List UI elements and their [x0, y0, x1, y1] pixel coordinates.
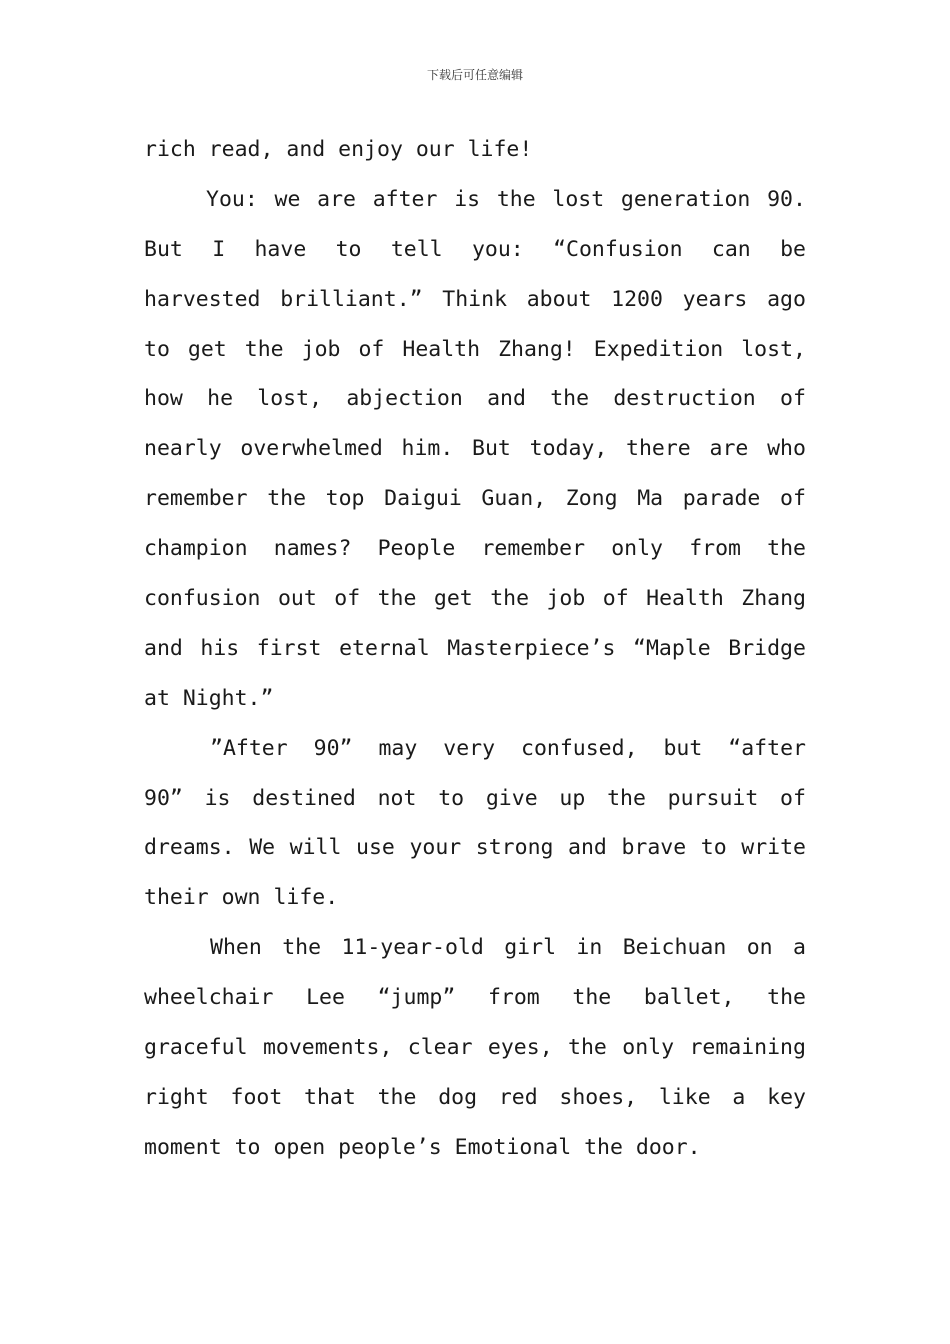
word: Bridge: [728, 635, 806, 661]
word: use: [356, 835, 395, 861]
word: years: [682, 286, 748, 312]
word: from: [689, 536, 741, 562]
paragraph: [144, 175, 806, 724]
paragraph: [144, 724, 806, 924]
word: give: [485, 785, 538, 811]
word: write: [741, 835, 806, 861]
word: But: [144, 236, 183, 262]
word: the: [244, 336, 284, 362]
word: the: [572, 985, 612, 1011]
word: lost,: [257, 386, 323, 412]
word: right: [144, 1084, 209, 1110]
word: eyes,: [487, 1035, 553, 1061]
word: the: [767, 985, 806, 1011]
word: dog: [438, 1084, 478, 1110]
word: girl: [504, 935, 557, 961]
word: pursuit: [667, 785, 759, 811]
word: lost,: [741, 336, 806, 362]
word: graceful: [144, 1035, 248, 1061]
text-line: [144, 225, 806, 275]
word: Lee: [306, 985, 345, 1011]
text-line: [144, 175, 806, 225]
word: the: [490, 586, 530, 612]
word: Expedition: [593, 336, 724, 362]
word: Zong: [565, 486, 618, 512]
word: overwhelmed: [240, 436, 383, 462]
word: he: [207, 386, 234, 412]
paragraph: [144, 923, 806, 1172]
text-line: [144, 474, 806, 524]
word: we: [274, 186, 301, 212]
word: Think: [442, 286, 508, 312]
word: and: [568, 835, 607, 861]
word: a: [792, 935, 806, 961]
word: destined: [252, 785, 356, 811]
word: job: [546, 586, 586, 612]
text-line: [144, 973, 806, 1023]
word: about: [526, 286, 592, 312]
word: generation: [620, 186, 751, 212]
word: are: [709, 436, 749, 462]
word: there: [626, 436, 691, 462]
word: parade: [682, 486, 761, 512]
word: him.: [401, 436, 454, 462]
word: you:: [471, 236, 524, 262]
word: of: [780, 386, 806, 412]
word: the: [550, 386, 590, 412]
word: foot: [230, 1084, 283, 1110]
word: the: [282, 935, 322, 961]
word: of: [780, 785, 806, 811]
text-line: [144, 823, 806, 873]
word: Health: [646, 586, 724, 612]
word: not: [377, 785, 417, 811]
word: tell: [390, 236, 443, 262]
word: Masterpiece’s: [447, 635, 616, 661]
word: your: [409, 835, 462, 861]
word: confused,: [521, 735, 638, 761]
word: up: [559, 785, 586, 811]
word: can: [711, 236, 751, 262]
document-body: [144, 125, 806, 1173]
word: to: [144, 336, 170, 362]
text-line: rich read, and enjoy our life!: [144, 137, 533, 162]
text-line: [144, 1023, 806, 1073]
word: get: [433, 586, 473, 612]
word: job: [301, 336, 341, 362]
word: 11-year-old: [341, 935, 484, 961]
word: the: [767, 536, 806, 562]
text-line: [144, 325, 806, 375]
word: Health: [402, 336, 481, 362]
word: may: [378, 735, 418, 761]
word: is: [454, 186, 481, 212]
word: champion: [144, 536, 248, 562]
word: have: [254, 236, 307, 262]
word: in: [576, 935, 603, 961]
word: “Confusion: [553, 236, 683, 262]
text-line: [144, 524, 806, 574]
text-line: [144, 374, 806, 424]
word: only: [622, 1035, 675, 1061]
word: out: [277, 586, 317, 612]
word: 90”: [144, 785, 183, 811]
word: “Maple: [633, 635, 711, 661]
word: We: [249, 835, 276, 861]
word: key: [767, 1084, 806, 1110]
word: clear: [407, 1035, 473, 1061]
word: the: [568, 1035, 607, 1061]
word: You:: [206, 186, 258, 212]
word: But: [472, 436, 511, 462]
word: destruction: [613, 386, 756, 412]
page-header: 下载后可任意编辑: [426, 68, 523, 82]
word: brilliant.”: [280, 286, 423, 312]
word: is: [204, 785, 231, 811]
word: of: [334, 586, 361, 612]
word: to: [335, 236, 362, 262]
word: 1200: [611, 286, 663, 312]
word: abjection: [346, 386, 463, 412]
text-line: at Night.”: [144, 685, 274, 711]
word: red: [498, 1084, 538, 1110]
word: the: [607, 785, 646, 811]
word: to: [438, 785, 465, 811]
word: how: [144, 386, 183, 412]
word: of: [602, 586, 629, 612]
word: harvested: [144, 286, 261, 312]
word: a: [732, 1084, 746, 1110]
text-line: [144, 574, 806, 624]
word: of: [780, 486, 806, 512]
word: today,: [529, 436, 608, 462]
word: “jump”: [377, 985, 456, 1011]
word: who: [767, 436, 806, 462]
paragraph: [144, 125, 806, 175]
word: shoes,: [559, 1084, 638, 1110]
word: strong: [475, 835, 554, 861]
word: I: [212, 236, 226, 262]
word: ballet,: [643, 985, 735, 1011]
word: ”After: [210, 735, 288, 761]
word: confusion: [144, 586, 261, 612]
word: very: [443, 735, 496, 761]
word: remember: [481, 536, 586, 562]
word: Zhang!: [498, 336, 576, 362]
word: 90.: [767, 186, 806, 212]
word: first: [256, 635, 322, 661]
word: like: [658, 1084, 711, 1110]
text-line: [144, 624, 806, 674]
word: his: [200, 635, 240, 661]
word: wheelchair: [144, 985, 274, 1011]
word: lost: [552, 186, 605, 212]
word: and: [487, 386, 526, 412]
word: nearly: [144, 436, 222, 462]
word: Ma: [637, 486, 664, 512]
word: the: [267, 486, 307, 512]
word: People: [377, 536, 456, 562]
word: of: [358, 336, 385, 362]
word: only: [611, 536, 663, 562]
word: the: [496, 186, 536, 212]
word: When: [210, 935, 262, 961]
word: dreams.: [144, 835, 235, 861]
word: get: [187, 336, 227, 362]
text-line: [144, 724, 806, 774]
word: eternal: [339, 635, 430, 661]
word: remaining: [689, 1035, 806, 1061]
word: top: [325, 486, 365, 512]
word: Guan,: [481, 486, 547, 512]
word: but: [663, 735, 703, 761]
word: on: [746, 935, 773, 961]
word: will: [289, 835, 342, 861]
word: remember: [144, 486, 248, 512]
word: after: [372, 186, 438, 212]
word: names?: [273, 536, 352, 562]
text-line: their own life.: [144, 885, 339, 911]
word: from: [487, 985, 540, 1011]
word: are: [317, 186, 356, 212]
word: be: [780, 236, 806, 262]
word: and: [144, 635, 183, 661]
word: movements,: [262, 1035, 393, 1061]
text-line: [144, 774, 806, 824]
text-line: [144, 424, 806, 474]
text-line: [144, 1073, 806, 1123]
word: Beichuan: [622, 935, 727, 961]
word: that: [304, 1084, 356, 1110]
word: ago: [767, 286, 806, 312]
word: brave: [621, 835, 687, 861]
word: to: [700, 835, 727, 861]
word: the: [377, 1084, 417, 1110]
text-line: [144, 275, 806, 325]
word: “after: [728, 735, 806, 761]
text-line: moment to open people’s Emotional the door.: [144, 1134, 701, 1160]
word: Zhang: [741, 586, 806, 612]
word: Daigui: [384, 486, 462, 512]
word: 90”: [313, 735, 353, 761]
text-line: [144, 923, 806, 973]
word: the: [377, 586, 417, 612]
